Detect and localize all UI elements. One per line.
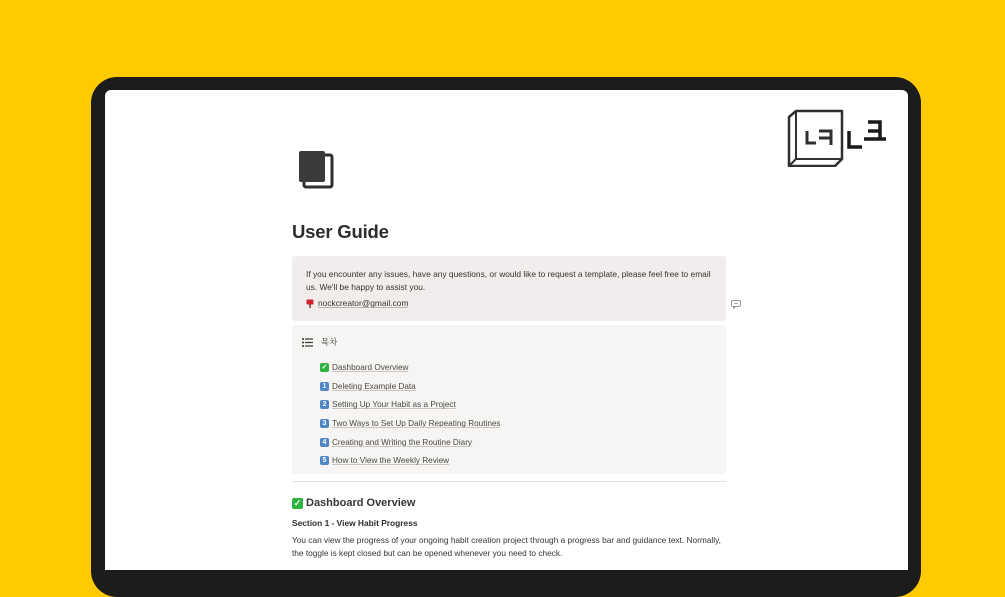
toc-list <box>320 358 501 470</box>
callout-text: If you encounter any issues, have any questions, or would like to request a template, please feel free to email us. We'll be happy to assist you. <box>306 269 711 292</box>
check-mark-icon: ✓ <box>321 363 328 371</box>
number-icon: 4 <box>320 438 329 447</box>
notion-page <box>105 90 908 570</box>
toc-title: 목차 <box>321 337 338 347</box>
toc-item-label: Creating and Writing the Routine Diary <box>332 437 473 447</box>
book-icon[interactable] <box>298 151 334 189</box>
contact-callout <box>292 256 726 321</box>
number-icon: 5 <box>320 456 329 465</box>
email-row <box>306 298 712 308</box>
toc-item-label: Setting Up Your Habit as a Project <box>332 400 456 410</box>
toc-item-label: Deleting Example Data <box>332 381 416 391</box>
table-of-contents <box>292 325 726 474</box>
page-title: User Guide <box>292 221 389 242</box>
toc-item[interactable] <box>320 433 501 452</box>
comment-icon[interactable] <box>731 300 741 309</box>
toc-item[interactable] <box>320 414 501 433</box>
brand-logo <box>786 109 886 167</box>
toc-item-label: Dashboard Overview <box>332 362 409 372</box>
toc-item[interactable] <box>320 358 501 377</box>
toc-item-label: Two Ways to Set Up Daily Repeating Routines <box>332 418 501 428</box>
toc-item[interactable] <box>320 451 501 470</box>
check-mark-icon: ✓ <box>293 497 302 508</box>
section-heading-text: Dashboard Overview <box>306 497 416 509</box>
toc-header[interactable] <box>302 336 337 348</box>
pushpin-icon <box>306 299 314 308</box>
list-icon <box>302 338 313 347</box>
toc-item-label: How to View the Weekly Review <box>332 456 450 466</box>
number-icon: 3 <box>320 419 329 428</box>
section-heading <box>292 497 415 509</box>
section-subheading: Section 1 - View Habit Progress <box>292 518 418 528</box>
divider <box>292 481 726 482</box>
number-icon: 1 <box>320 382 329 391</box>
section-body: You can view the progress of your ongoing habit creation project through a progress bar and guidance text. Normally, the toggle is kept closed but can be opened whenever you need to check. <box>292 535 721 558</box>
number-icon: 2 <box>320 400 329 409</box>
toc-item[interactable] <box>320 377 501 396</box>
toc-item[interactable] <box>320 395 501 414</box>
email-link[interactable]: nockcreator@gmail.com <box>318 298 409 309</box>
